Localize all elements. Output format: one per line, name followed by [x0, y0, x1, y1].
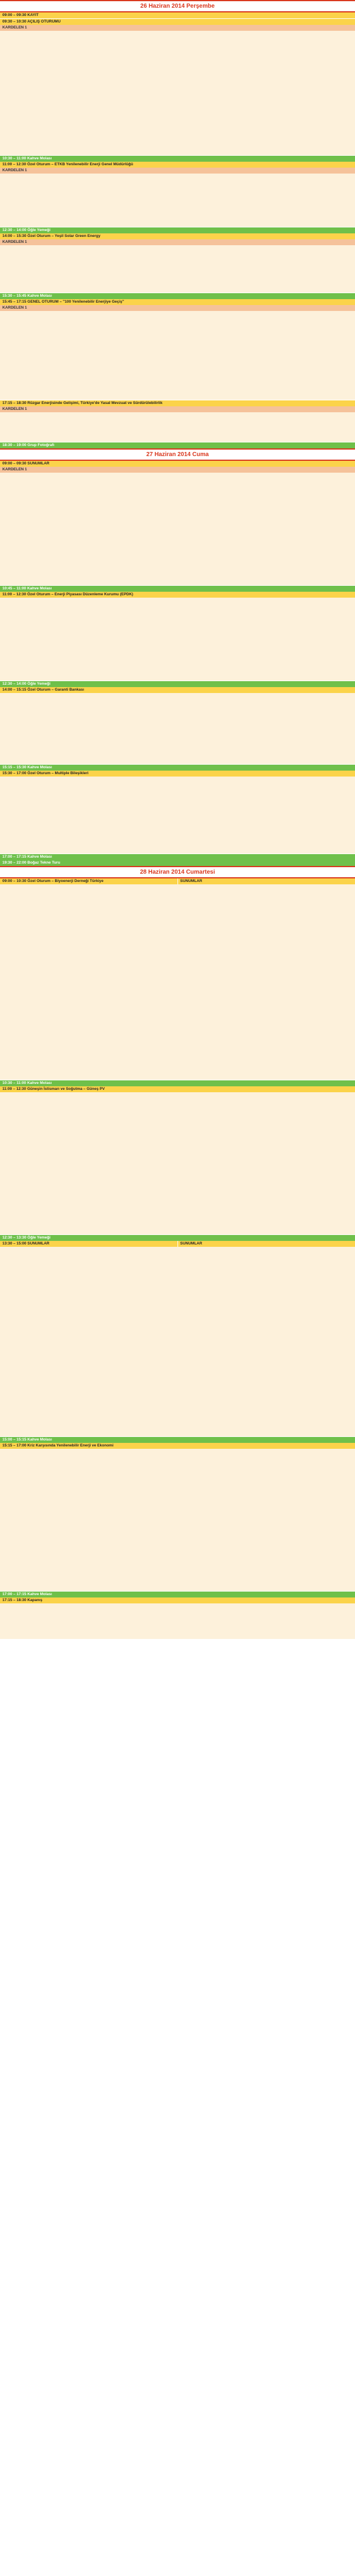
day3-closing: 17:15 – 18:30 Kapanış — [0, 1597, 355, 1640]
coffee-break: 10:30 – 11:00 Kahve Molası — [0, 156, 355, 162]
day3-solar: 11:00 – 12:30 Güneşin İstismarı ve Soğutma – Güneş PV — [0, 1086, 355, 1235]
day1-registration — [0, 12, 355, 19]
day1-header: 26 Haziran 2014 Perşembe — [0, 0, 355, 12]
lunch-break: 12:30 – 14:00 Öğle Yemeği — [0, 227, 355, 233]
group-photo: 18:30 – 19:00 Grup Fotoğrafı — [0, 442, 355, 448]
day2-presentations: 09:00 – 09:30 SUNUMLAR KARDELEN 1 — [0, 461, 355, 586]
day1-session-solar: 14:00 – 15:30 Özel Oturum – Yeşil Solar Green Energy KARDELEN 1 — [0, 233, 355, 293]
day2-header: 27 Haziran 2014 Cuma — [0, 448, 355, 461]
day1-general-session: 15:45 – 17:15 GENEL OTURUM – "100 Yenilenebilir Enerjiye Geçiş" KARDELEN 1 — [0, 299, 355, 400]
day3-presentations: 13:30 – 15:00 SUNUMLAR SUNUMLAR — [0, 1241, 355, 1437]
day2-multiple: 15:30 – 17:00 Özel Oturum – Multiple Bileşikleri — [0, 771, 355, 854]
day2-garanti: 14:00 – 15:15 Özel Oturum – Garanti Bankası — [0, 687, 355, 765]
day3-bioenergy: 09:00 – 10:30 Özel Oturum – Biyoenerji Derneği Türkiye SUNUMLAR — [0, 878, 355, 1080]
program-page: 26 Haziran 2014 Perşembe 09:00 – 09:30 KAYIT 09:30 – 10:30 AÇILIŞ OTURUMU KARDELEN 1 10:30 – 11:00 Kahve Molası 11:00 – 12:30 Özel Oturum – ETKB Yenilenebilir Enerji Genel Müdürlüğü KARDELEN 1 12:30 – 14:00 Öğle Yemeği 14:00 – 15:30 Özel Oturum – Yeşil Solar Green Energy KARDELEN 1 15:30 – 15:45 Kahve Molası 15:45 – 17:15 GENEL OTURUM – "100 Yenilenebilir Enerjiye Geçiş" KARDELEN 1 17:15 – 18:30 Rüzgar Enerjisinde Gelişimi, Türkiye'de Yasal Mevzuat ve Sürdürülebilirlik KARDELEN 1 18:30 – 19:00 Grup Fotoğrafı 27 Haziran 2014 Cuma 09:00 – 09:30 SUNUMLAR KARDELEN 1 10:45 – 11:00 Kahve Molası 11:00 – 12:30 Özel Oturum – Enerji Piyasası Düzenleme Kurumu (EPDK) 12:30 – 14:00 Öğle Yemeği 14:00 – 15:15 Özel Oturum – Garanti Bankası 15:15 – 15:30 Kahve Molası 15:30 – 17:00 Özel Oturum – Multiple Bileşikleri 17:00 – 17:15 Kahve Molası 19:30 – 22:00 Boğaz Tekne Turu 28 Haziran 2014 Cumartesi 09:00 – 10:30 Özel Oturum – Biyoenerji Derneği Türkiye SUNUMLAR 10:30 – 11:00 Kahve Molası 11:00 – 12:30 Güneşin İstismarı ve Soğutma – Güneş PV 12:30 – 13:30 Öğle Yemeği 13:30 – 15:00 SUNUMLAR SUNUMLAR 15:00 – 15:15 Kahve Molası 15:15 – 17:00 Kriz Karşısında Yenilenebilir Enerji ve Ekonomi 17:00 – 17:15 Kahve Molası 17:15 – 18:30 Kapanış — [0, 0, 355, 2576]
day1-wind-session: 17:15 – 18:30 Rüzgar Enerjisinde Gelişimi, Türkiye'de Yasal Mevzuat ve Sürdürülebilirlik KARDELEN 1 — [0, 400, 355, 442]
coffee-break-2: 15:30 – 15:45 Kahve Molası — [0, 293, 355, 299]
day1-opening: 09:30 – 10:30 AÇILIŞ OTURUMU KARDELEN 1 — [0, 19, 355, 156]
day1-session-etkb: 11:00 – 12:30 Özel Oturum – ETKB Yenilenebilir Enerji Genel Müdürlüğü KARDELEN 1 — [0, 162, 355, 227]
boat-tour: 19:30 – 22:00 Boğaz Tekne Turu — [0, 860, 355, 866]
day3-crisis: 15:15 – 17:00 Kriz Karşısında Yenilenebilir Enerji ve Ekonomi — [0, 1443, 355, 1592]
day3-header: 28 Haziran 2014 Cumartesi — [0, 866, 355, 878]
time-slot: 09:00 – 09:30 KAYIT — [0, 12, 355, 18]
day2-epdk: 11:00 – 12:30 Özel Oturum – Enerji Piyasası Düzenleme Kurumu (EPDK) — [0, 592, 355, 681]
